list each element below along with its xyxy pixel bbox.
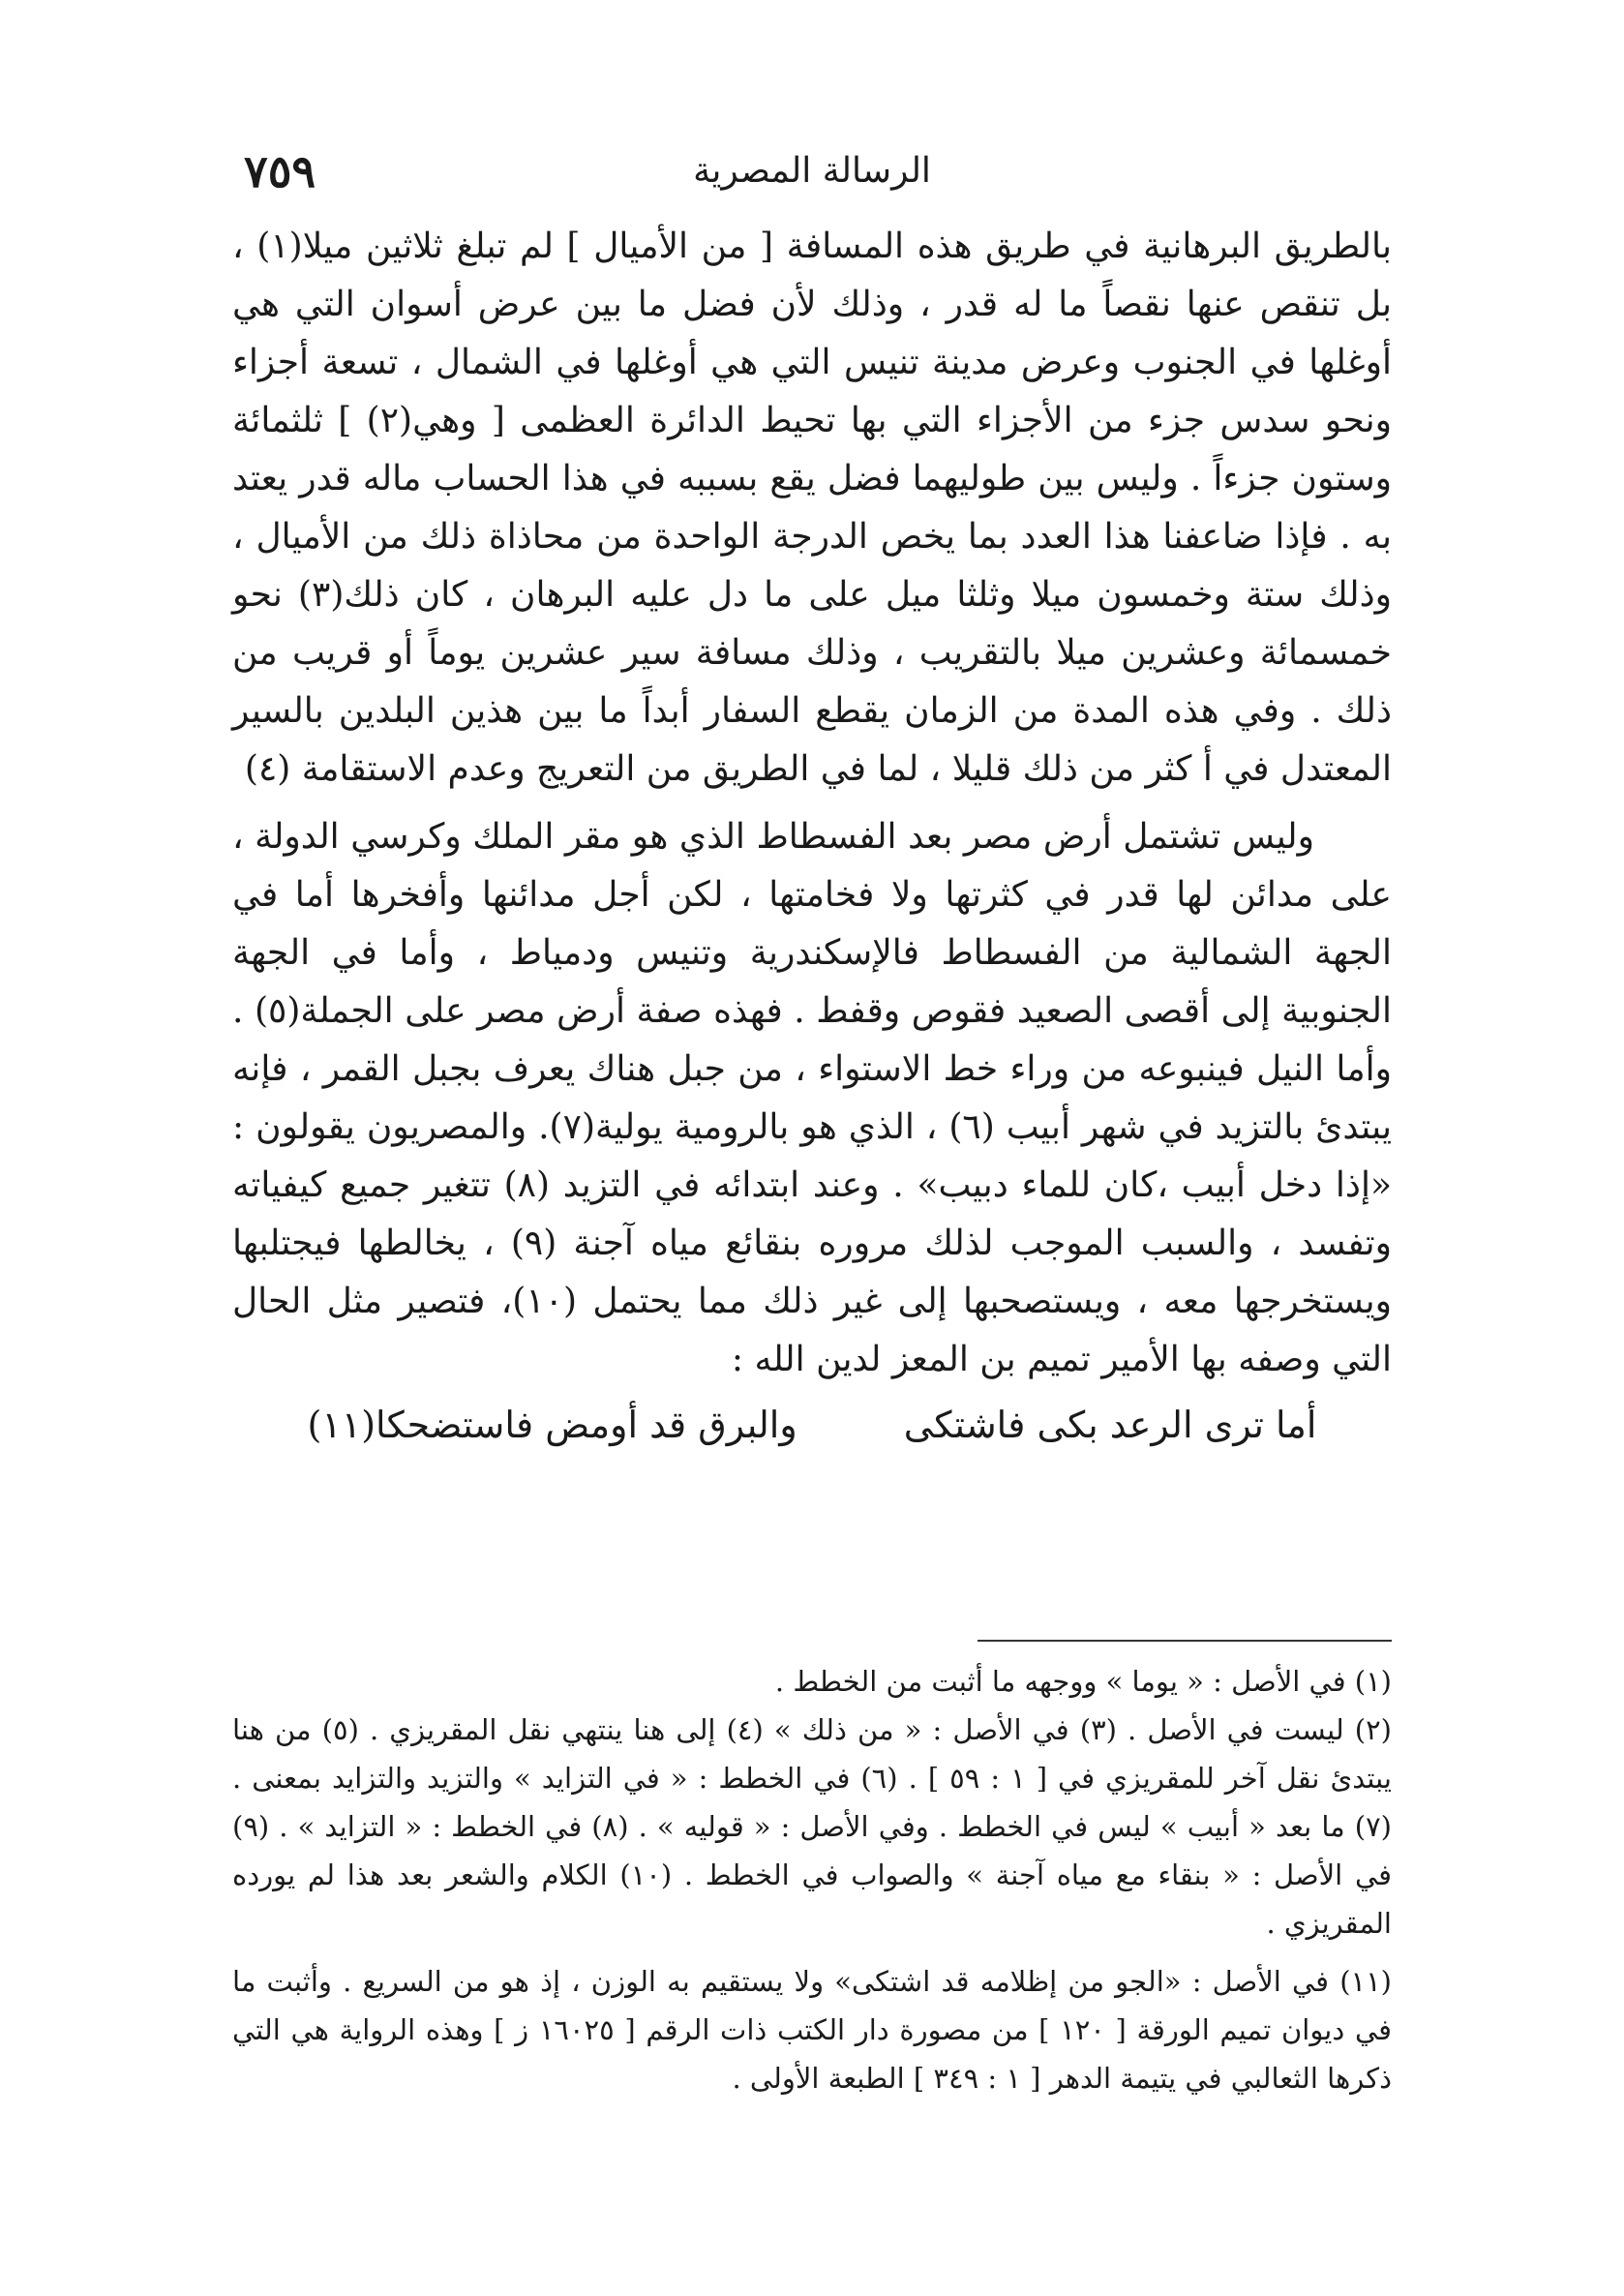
page-header [232,145,1392,213]
page-number: ٧٥٩ [244,145,316,197]
verse-first-hemistich: أما ترى الرعد بكى فاشتكى [903,1404,1317,1446]
footnotes [232,1657,1392,2102]
verse-second-hemistich: والبرق قد أومض فاستضحكا(١١) [307,1404,797,1446]
footnote-separator [977,1640,1392,1642]
poem-verse [232,1395,1392,1455]
main-text [232,218,1392,1455]
footnote-block: (٢) ليست في الأصل . (٣) في الأصل : « من ذلك » (٤) إلى هنا ينتهي نقل المقريزي . (٥) من هنا يبتدئ نقل آخر للمقريزي في [ ١ : ٥٩ ] . (٦) في الخطط : « في التزايد » والتزيد والتزايد بمعنى . (٧) ما بعد « أبيب » ليس في الخطط . وفي الأصل : « قوليه » . (٨) في الخطط : « التزايد » . (٩) في الأصل : « بنقاء مع مياه آجنة » والصواب في الخطط . (١٠) الكلام والشعر بعد هذا لم يورده المقريزي . [232,1713,1392,1940]
footnote-11: (١١) في الأصل : «الجو من إظلامه قد اشتكى» ولا يستقيم به الوزن ، إذ هو من السريع . وأثبت ما في ديوان تميم الورقة [ ١٢٠ ] من مصورة دار الكتب ذات الرقم [ ١٦٠٢٥ ز ] وهذه الرواية هي التي ذكرها الثعالبي في يتيمة الدهر [ ١ : ٣٤٩ ] الطبعة الأولى . [232,1965,1392,2095]
running-title: الرسالة المصرية [693,151,931,191]
footnote-1: (١) في الأصل : « يوما » ووجهه ما أثبت من الخطط . [774,1665,1392,1698]
paragraph-2: وليس تشتمل أرض مصر بعد الفسطاط الذي هو مقر الملك وكرسي الدولة ، على مدائن لها قدر في كثرتها ولا فخامتها ، لكن أجل مدائنها وأفخرها أما في الجهة الشمالية من الفسطاط فالإسكندرية وتنيس ودمياط ، وأما في الجهة الجنوبية إلى أقصى الصعيد فقوص وقفط . فهذه صفة أرض مصر على الجملة(٥) . وأما النيل فينبوعه من وراء خط الاستواء ، من جبل هناك يعرف بجبل القمر ، فإنه يبتدئ بالتزيد في شهر أبيب (٦) ، الذي هو بالرومية يولية(٧). والمصريون يقولون : «إذا دخل أبيب ،كان للماء دبيب» . وعند ابتدائه في التزيد (٨) تتغير جميع كيفياته وتفسد ، والسبب الموجب لذلك مروره بنقائع مياه آجنة (٩) ، يخالطها فيجتلبها ويستخرجها معه ، ويستصحبها إلى غير ذلك مما يحتمل (١٠)، فتصير مثل الحال التي وصفه بها الأمير تميم بن المعز لدين الله : [232,817,1392,1379]
paragraph-1: بالطريق البرهانية في طريق هذه المسافة [ من الأميال ] لم تبلغ ثلاثين ميلا(١) ، بل تنقص عنها نقصاً ما له قدر ، وذلك لأن فضل ما بين عرض أسوان التي هي أوغلها في الجنوب وعرض مدينة تنيس التي هي أوغلها في الشمال ، تسعة أجزاء ونحو سدس جزء من الأجزاء التي بها تحيط الدائرة العظمى [ وهي(٢) ] ثلثمائة وستون جزءاً . وليس بين طوليهما فضل يقع بسببه في هذا الحساب ماله قدر يعتد به . فإذا ضاعفنا هذا العدد بما يخص الدرجة الواحدة من محاذاة ذلك من الأميال ، وذلك ستة وخمسون ميلا وثلثا ميل على ما دل عليه البرهان ، كان ذلك(٣) نحو خمسمائة وعشرين ميلا بالتقريب ، وذلك مسافة سير عشرين يوماً أو قريب من ذلك . وفي هذه المدة من الزمان يقطع السفار أبداً ما بين هذين البلدين بالسير المعتدل في أ كثر من ذلك قليلا ، لما في الطريق من التعريج وعدم الاستقامة (٤) [232,227,1393,789]
